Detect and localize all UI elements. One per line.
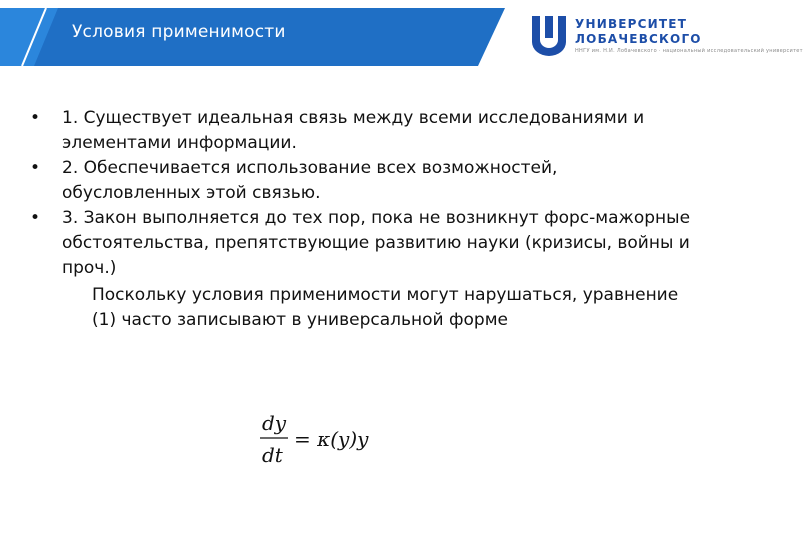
university-n-logo-icon xyxy=(528,12,570,56)
equation-numerator: dy xyxy=(262,411,287,435)
bullet-text: 1. Существует идеальная связь между всеми исследованиями и элементами информации. xyxy=(62,108,645,153)
list-item xyxy=(30,106,700,156)
bullet-icon: • xyxy=(30,158,41,178)
bullet-text: 2. Обеспечивается использование всех возможностей, обусловленных этой связью. xyxy=(62,158,558,203)
logo-subtitle: ННГУ им. Н.И. Лобачевского · национальный исследовательский университет xyxy=(575,48,803,54)
bullet-list xyxy=(30,106,700,281)
logo-text-line1: УНИВЕРСИТЕТ xyxy=(575,17,688,31)
equation-rhs: = κ(y)y xyxy=(294,427,369,451)
list-item xyxy=(30,206,700,281)
equation-denominator: dt xyxy=(262,443,283,467)
logo-text-line2: ЛОБАЧЕВСКОГО xyxy=(575,32,702,46)
note-paragraph: Поскольку условия применимости могут нарушаться, уравнение (1) часто записывают в универсальной форме xyxy=(92,285,679,330)
slide-content xyxy=(30,106,700,333)
bullet-icon: • xyxy=(30,108,41,128)
university-logo xyxy=(528,12,803,62)
bullet-text: 3. Закон выполняется до тех пор, пока не возникнут форс-мажорные обстоятельства, препятствующие развитию науки (кризисы, войны и проч.) xyxy=(62,208,691,278)
page-title: Условия применимости xyxy=(72,22,286,42)
bullet-icon: • xyxy=(30,208,41,228)
list-item xyxy=(30,156,700,206)
equation xyxy=(258,404,398,474)
